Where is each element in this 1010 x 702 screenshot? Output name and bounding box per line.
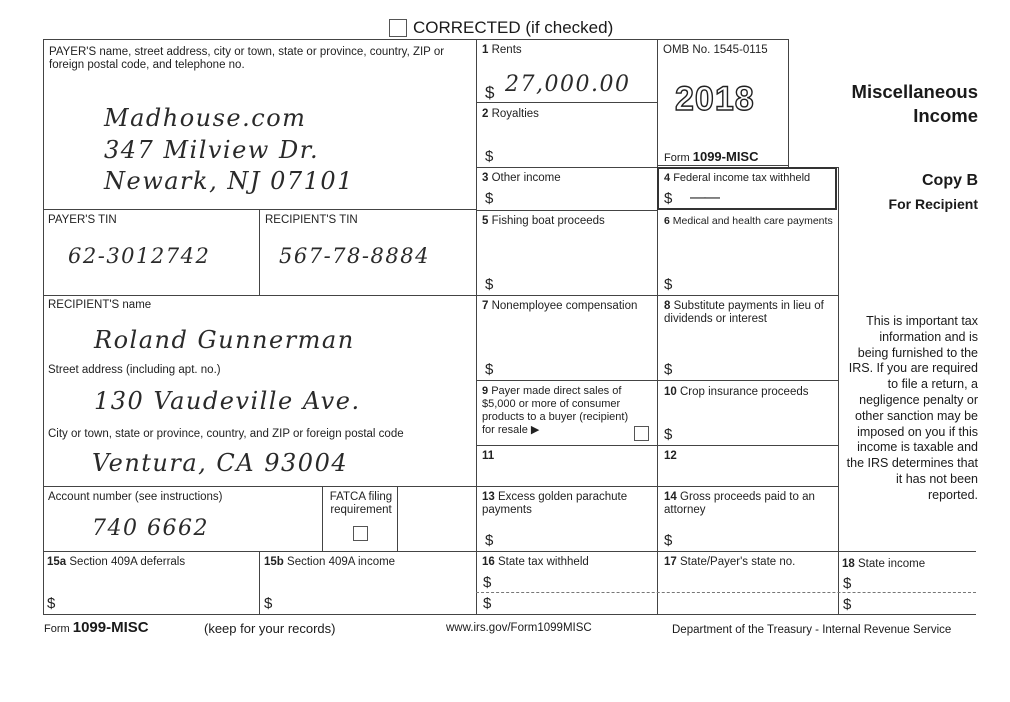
fatca-label: FATCA filing requirement	[329, 491, 393, 516]
box2-label: 2 Royalties	[482, 108, 539, 120]
middle-divider	[476, 39, 477, 614]
box10-label: 10 Crop insurance proceeds	[664, 386, 809, 398]
box4-dollar: $	[664, 190, 673, 207]
recipient-name: Roland Gunnerman	[94, 326, 355, 354]
box12-label: 12	[664, 450, 677, 462]
row15-divider	[43, 551, 976, 552]
tin-divider	[259, 209, 260, 295]
box15a-dollar: $	[47, 595, 56, 612]
account-divider	[43, 486, 476, 487]
payer-tin-label: PAYER'S TIN	[48, 214, 117, 226]
box9-label: 9 Payer made direct sales of $5,000 or more of consumer products to a buyer (recipient) for resale ▶	[482, 385, 629, 436]
box18-dollar-2: $	[843, 596, 852, 613]
box5-label: 5 Fishing boat proceeds	[482, 215, 605, 227]
box18-dollar-1: $	[843, 575, 852, 592]
box8-dollar: $	[664, 361, 673, 378]
fatca-checkbox[interactable]	[353, 526, 368, 541]
box3-dollar: $	[485, 190, 494, 207]
box6-dollar: $	[664, 276, 673, 293]
box16-dollar-2: $	[483, 595, 492, 612]
side-column-divider	[838, 167, 839, 614]
corrected-checkbox[interactable]	[389, 19, 407, 37]
tax-year: 2018	[675, 80, 755, 118]
account-fatca-divider	[322, 486, 323, 551]
box4-withheld-value[interactable]: ——	[690, 189, 718, 206]
box8-label: 8 Substitute payments in lieu of dividends or interest	[664, 300, 824, 325]
omb-right-border	[788, 39, 789, 167]
payer-street: 347 Milview Dr.	[104, 136, 320, 164]
payer-name: Madhouse.com	[104, 104, 307, 132]
box13-label: 13 Excess golden parachute payments	[482, 491, 628, 516]
account-number: 740 6662	[92, 516, 209, 541]
recipient-name-label: RECIPIENT'S name	[48, 299, 152, 311]
box11-label: 11	[482, 450, 495, 462]
box15b-label: 15b Section 409A income	[264, 556, 396, 568]
box18-label: 18 State income	[842, 558, 926, 570]
box1-divider	[476, 102, 657, 103]
recipient-city: Ventura, CA 93004	[92, 449, 349, 477]
payer-city: Newark, NJ 07101	[104, 167, 354, 195]
box7-dollar: $	[485, 361, 494, 378]
box15a-label: 15a Section 409A deferrals	[47, 556, 186, 568]
recipient-tin: 567-78-8884	[279, 244, 430, 268]
form-bottom-border	[43, 614, 976, 615]
row15-divider-vertical	[259, 551, 260, 614]
box7-label: 7 Nonemployee compensation	[482, 300, 638, 312]
recipient-tin-label: RECIPIENT'S TIN	[265, 214, 358, 226]
for-recipient-label: For Recipient	[888, 196, 978, 212]
corrected-label: CORRECTED (if checked)	[413, 18, 614, 37]
box15b-dollar: $	[264, 595, 273, 612]
box4-label: 4 Federal income tax withheld	[664, 172, 811, 184]
box9-checkbox[interactable]	[634, 426, 649, 441]
box6-label: 6 Medical and health care payments	[664, 215, 833, 227]
footer-keep-records: (keep for your records)	[204, 621, 336, 636]
box14-dollar: $	[664, 532, 673, 549]
footer-department: Department of the Treasury - Internal Revenue Service	[672, 624, 952, 636]
footer-irs-url[interactable]: www.irs.gov/Form1099MISC	[446, 622, 592, 634]
box5-dollar: $	[485, 276, 494, 293]
omb-form-label: Form 1099-MISC	[664, 149, 759, 164]
recipient-name-divider	[43, 295, 476, 296]
box1-dollar: $	[485, 83, 495, 102]
box1-rents-value[interactable]: 27,000.00	[505, 72, 631, 97]
form-top-border	[43, 39, 789, 40]
account-label: Account number (see instructions)	[48, 491, 223, 503]
form-1099-divider	[657, 165, 788, 166]
box2-dollar: $	[485, 148, 494, 165]
box13-dollar: $	[485, 532, 494, 549]
footer-form-label: Form 1099-MISC	[44, 619, 149, 636]
box10-dollar: $	[664, 426, 673, 443]
box3-divider	[476, 210, 657, 211]
box1-label: 1 Rents	[482, 44, 522, 56]
box3-label: 3 Other income	[482, 172, 561, 184]
recipient-street-label: Street address (including apt. no.)	[48, 364, 221, 376]
box14-label: 14 Gross proceeds paid to an attorney	[664, 491, 815, 516]
payer-label: PAYER'S name, street address, city or town, state or province, country, ZIP or foreign postal code, and telephone no.	[49, 46, 445, 71]
payer-tin: 62-3012742	[68, 244, 211, 268]
box16-dollar-1: $	[483, 574, 492, 591]
state-dashed-line	[476, 592, 976, 593]
important-tax-notice: This is important tax information and is being furnished to the IRS. If you are required to file a return, a negligence penalty or other sanction may be imposed on you if this income is taxable and the IRS determines that it has not been reported.	[846, 314, 978, 502]
recipient-city-label: City or town, state or province, country, and ZIP or foreign postal code	[48, 428, 404, 440]
box17-label: 17 State/Payer's state no.	[664, 556, 796, 568]
left-border	[43, 39, 44, 614]
omb-number: OMB No. 1545-0115	[663, 44, 768, 56]
form-title: Miscellaneous Income	[851, 81, 978, 126]
amount-column-divider	[657, 39, 658, 614]
copy-b-label: Copy B	[922, 172, 978, 189]
recipient-street: 130 Vaudeville Ave.	[94, 387, 361, 415]
fatca-right-divider	[397, 486, 398, 551]
box16-label: 16 State tax withheld	[482, 556, 589, 568]
